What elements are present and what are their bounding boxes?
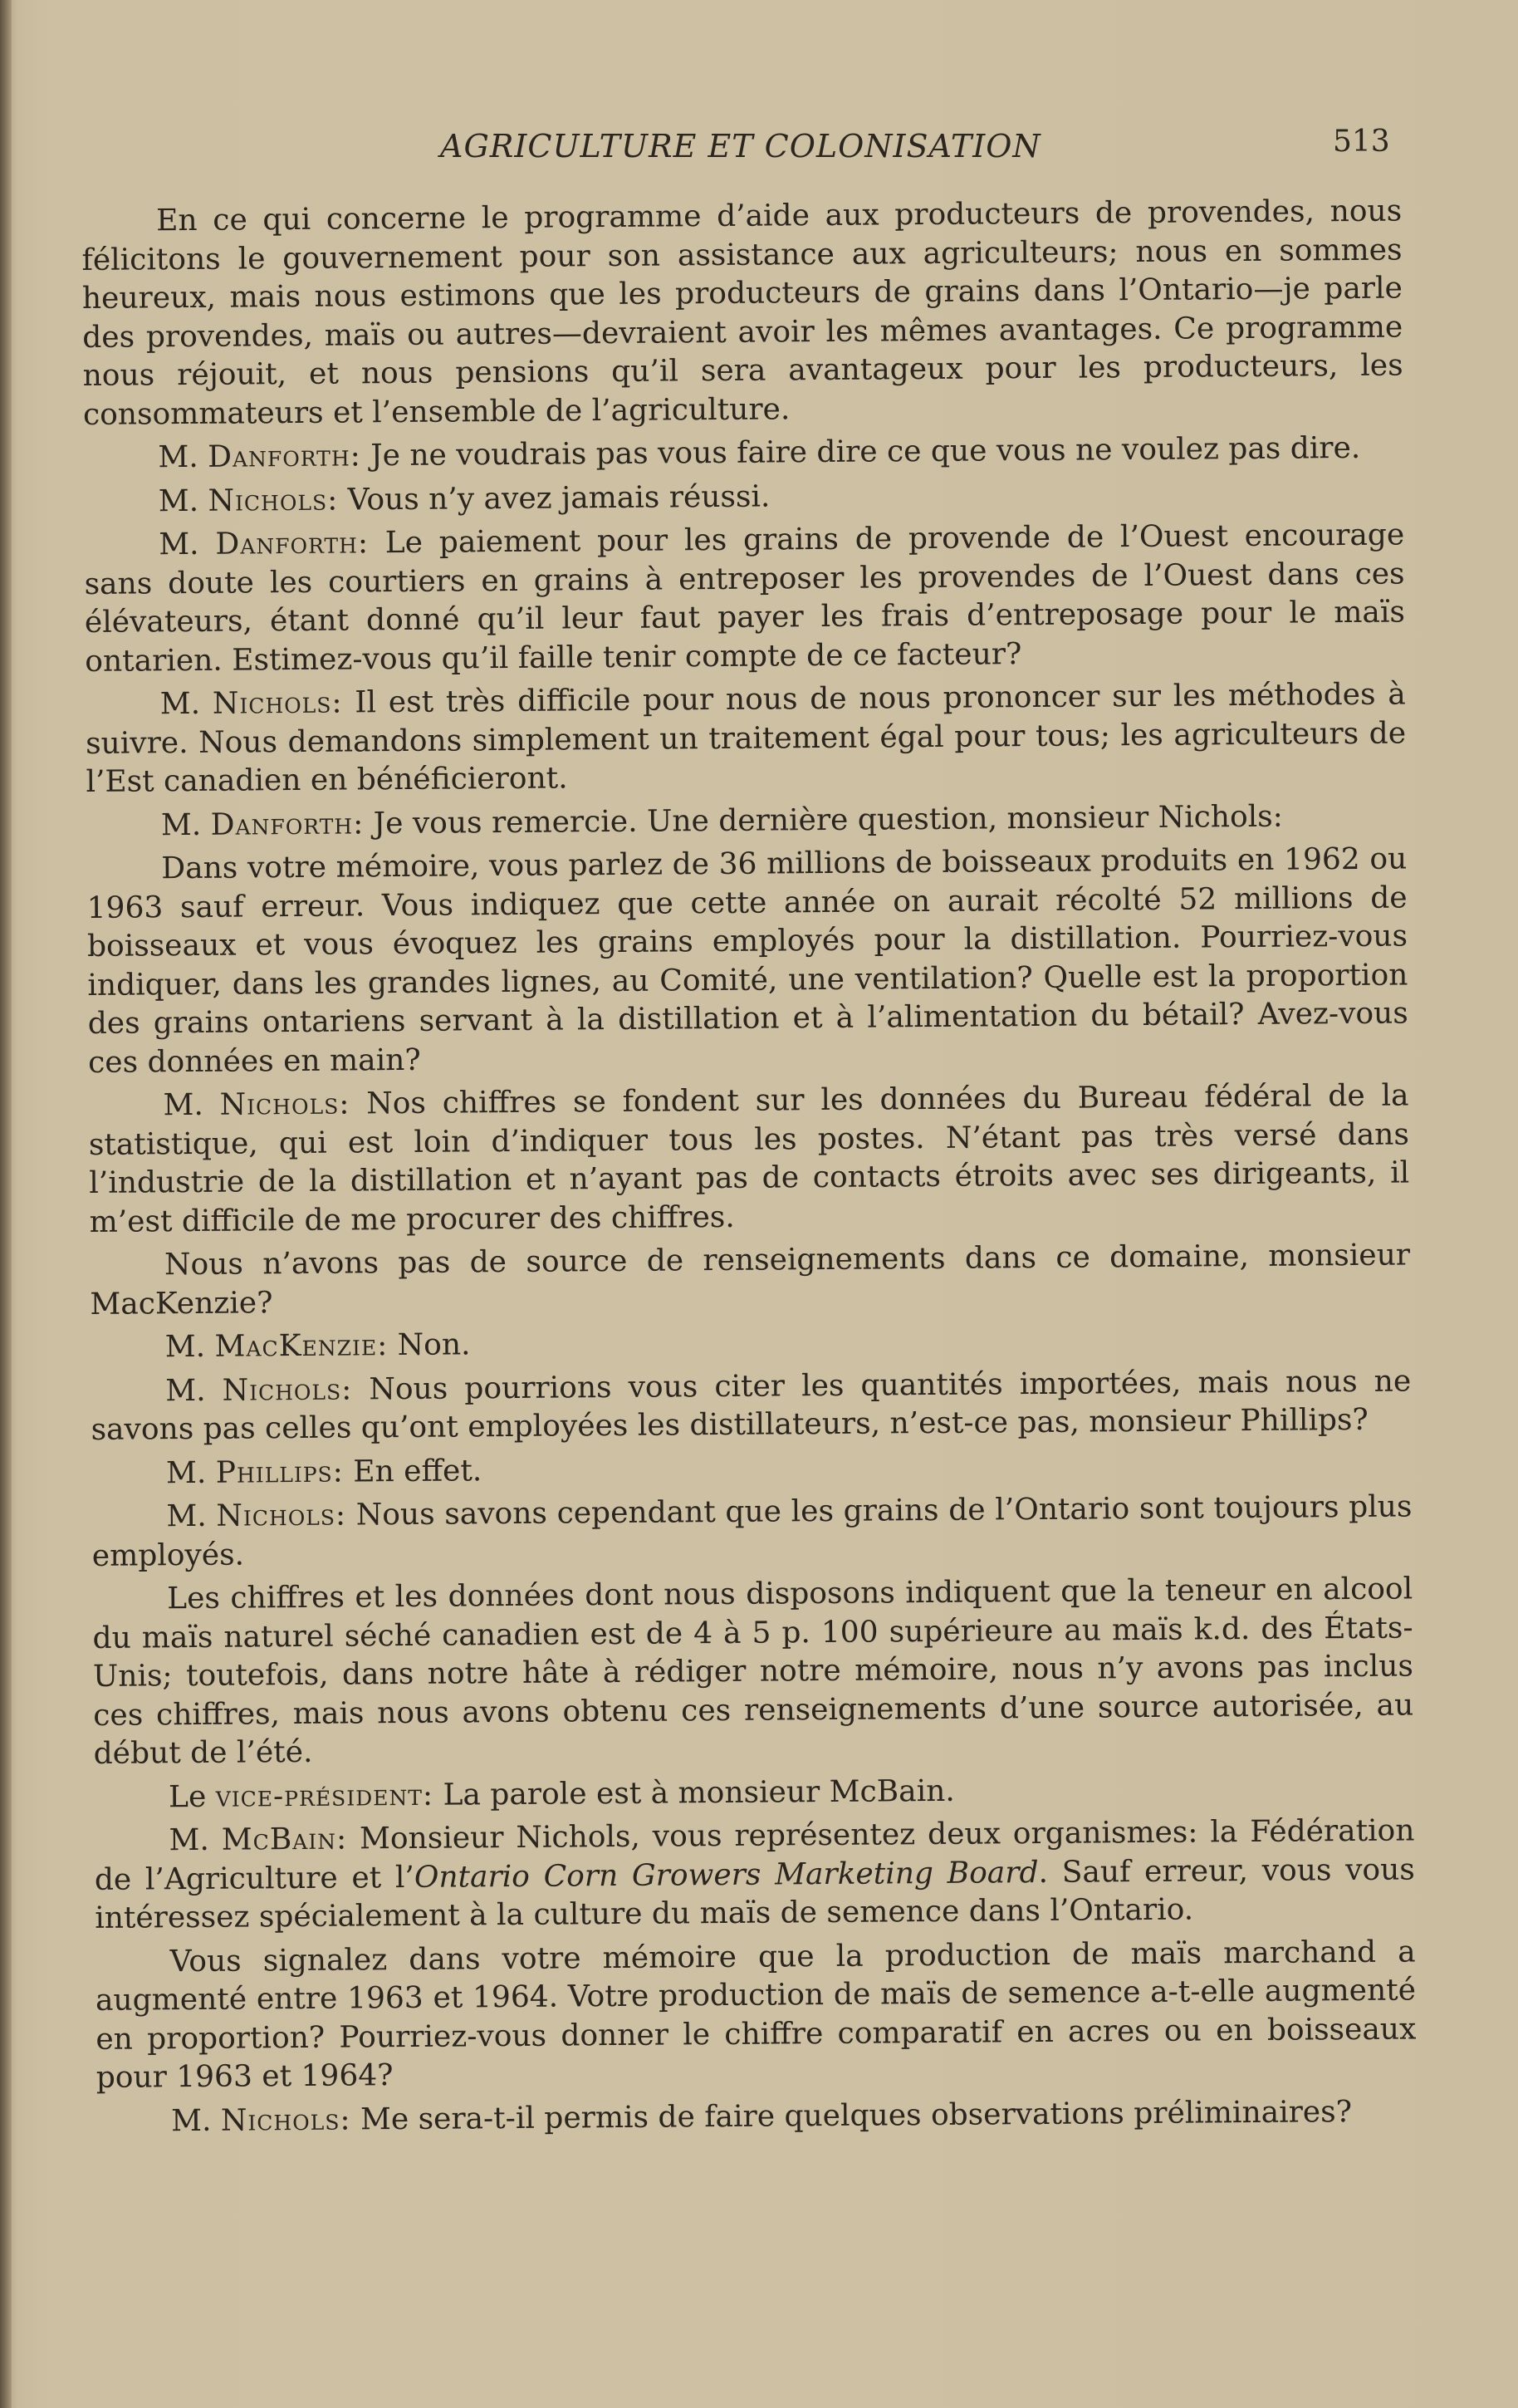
speaker-prefix: M. — [170, 2103, 222, 2138]
paragraph — [86, 675, 1407, 802]
paragraph — [96, 2092, 1417, 2141]
paragraph-text: Me sera-t-il permis de faire quelques observations préliminaires? — [350, 2094, 1353, 2137]
paragraph-text: Nous n’avons pas de source de renseignements dans ce domaine, monsieur MacKenzie? — [90, 1238, 1411, 1322]
paragraph — [83, 429, 1403, 478]
paragraph-text: La parole est à monsieur McBain. — [433, 1773, 955, 1812]
paragraph-text: Le paiement pour les grains de provende de l’Ouest encourage sans doute les courtiers en grains à entreposer les provendes de l’Ouest dans ces élévateurs, étant donné qu’il leur faut payer les frais d’entreposage pour le maïs ontarien. Estimez-vous qu’il faille tenir compte de ce facteur? — [84, 517, 1406, 679]
speaker-prefix: M. — [163, 1087, 220, 1123]
paragraph-text: Vous signalez dans votre mémoire que la production de maïs marchand a augmenté entre 1963 et 1964. Votre production de maïs de semence a-t-elle augmenté en proportion? Pourriez-vous donner le chiffre comparatif en acres ou en boisseaux pour 1963 et 1964? — [95, 1934, 1417, 2095]
speaker-prefix: M. — [159, 527, 216, 562]
paragraph-text: Nous pourrions vous citer les quantités importées, mais nous ne savons pas celles qu’ont employées les distillateurs, n’est-ce pas, monsieur Phillips? — [91, 1363, 1412, 1447]
speaker-name: Danforth: — [207, 439, 361, 474]
running-header — [83, 125, 1412, 174]
paragraph-text: En ce qui concerne le programme d’aide aux producteurs de provendes, nous félicitons le gouvernement pour son assistance aux agriculteurs; nous en sommes heureux, mais nous estimons que les producteurs de grains dans l’Ontario—je parle des provendes, maïs ou autres—devraient avoir les mêmes avantages. Ce programme nous réjouit, et nous pensions qu’il sera avantageux pour les producteurs, les consommateurs et l’ensemble de l’agriculture. — [81, 194, 1403, 432]
paragraph — [91, 1318, 1411, 1367]
paragraph-text: Je ne voudrais pas vous faire dire ce que vous ne voulez pas dire. — [360, 430, 1361, 473]
paragraph-text: Nos chiffres se fondent sur les données du Bureau fédéral de la statistique, qui est loin d’indiquer tous les postes. N’étant pas très versé dans l’industrie de la distillation et n’ayant pas de contacts étroits avec ses dirigeants, il m’est difficile de me procurer des chiffres. — [88, 1078, 1410, 1239]
transcript-body — [81, 193, 1417, 2146]
paragraph — [91, 1444, 1412, 1493]
paragraph-text: Je vous remercie. Une dernière question, monsieur Nichols: — [364, 799, 1283, 841]
speaker-prefix: M. — [159, 686, 213, 722]
paragraph-text: Les chiffres et les données dont nous disposons indiquent que la teneur en alcool du maïs naturel séché canadien est de 4 à 5 p. 100 supérieure au maïs k.d. des États-Unis; toutefois, dans notre hâte à rédiger notre mémoire, nous n’y avons pas inclus ces chiffres, mais nous avons obtenu ces renseignements d’une source autorisée, au début de l’été. — [92, 1572, 1414, 1771]
paragraph — [91, 1488, 1413, 1575]
paragraph-text: Nous savons cependant que les grains de l’Ontario sont toujours plus employés. — [91, 1489, 1413, 1573]
speaker-prefix: Le — [168, 1779, 216, 1814]
speaker-prefix: M. — [166, 1498, 217, 1534]
paragraph — [81, 193, 1403, 434]
paragraph — [94, 1812, 1415, 1938]
paragraph — [95, 1933, 1416, 2097]
speaker-prefix: M. — [165, 1455, 216, 1490]
paragraph-text: Il est très difficile pour nous de nous prononcer sur les méthodes à suivre. Nous demandons simplement un traitement égal pour tous; les agriculteurs de l’Est canadien en bénéficieront. — [85, 677, 1407, 799]
speaker-name: vice-président: — [215, 1778, 434, 1814]
paragraph — [86, 840, 1408, 1081]
speaker-name: Danforth: — [215, 526, 370, 562]
speaker-name: MacKenzie: — [214, 1328, 389, 1364]
book-spine-shadow — [0, 0, 12, 2408]
paragraph — [90, 1236, 1411, 1323]
speaker-name: McBain: — [221, 1822, 348, 1857]
speaker-name: Nichols: — [219, 1086, 350, 1122]
speaker-prefix: M. — [158, 439, 208, 475]
page-number: 513 — [1333, 125, 1390, 159]
speaker-name: Phillips: — [215, 1454, 344, 1490]
speaker-name: Nichols: — [222, 1371, 353, 1408]
paragraph — [91, 1362, 1412, 1449]
paragraph — [88, 1076, 1409, 1241]
speaker-name: Nichols: — [212, 685, 343, 721]
speaker-prefix: M. — [158, 483, 208, 518]
paragraph — [84, 473, 1404, 522]
speaker-name: Nichols: — [216, 1498, 347, 1533]
speaker-prefix: M. — [165, 1373, 223, 1408]
paragraph-text: . Sauf erreur, vous vous intéressez spécialement à la culture du maïs de semence dans l’Ontario. — [95, 1851, 1415, 1935]
paragraph-text: Dans votre mémoire, vous parlez de 36 millions de boisseaux produits en 1962 ou 1963 sauf erreur. Vous indiquez que cette année on aurait récolté 52 millions de boisseaux et vous évoquez les grains employés pour la distillation. Pourriez-vous indiquer, dans les grandes lignes, au Comité, une ventilation? Quelle est la proportion des grains ontariens servant à la distillation et à l’alimentation du bétail? Avez-vous ces données en main? — [86, 841, 1408, 1080]
paragraph-text: En effet. — [343, 1453, 482, 1489]
speaker-prefix: M. — [160, 807, 211, 842]
board-name-italic: Ontario Corn Growers Marketing Board — [414, 1855, 1039, 1895]
paragraph-text: Monsieur Nichols, vous représentez deux organismes: la Fédération de l’Agriculture et l’ — [94, 1813, 1415, 1897]
speaker-name: Nichols: — [208, 483, 339, 518]
speaker-name: Nichols: — [220, 2102, 351, 2138]
paragraph — [86, 797, 1407, 846]
running-title: AGRICULTURE ET COLONISATION — [440, 128, 1041, 164]
speaker-prefix: M. — [164, 1329, 215, 1365]
speaker-prefix: M. — [169, 1822, 222, 1858]
speaker-name: Danforth: — [210, 806, 365, 842]
paragraph — [92, 1570, 1414, 1773]
paragraph-text: Non. — [388, 1327, 471, 1363]
paragraph — [94, 1768, 1414, 1817]
paragraph — [84, 517, 1405, 681]
paragraph-text: Vous n’y avez jamais réussi. — [338, 478, 771, 517]
